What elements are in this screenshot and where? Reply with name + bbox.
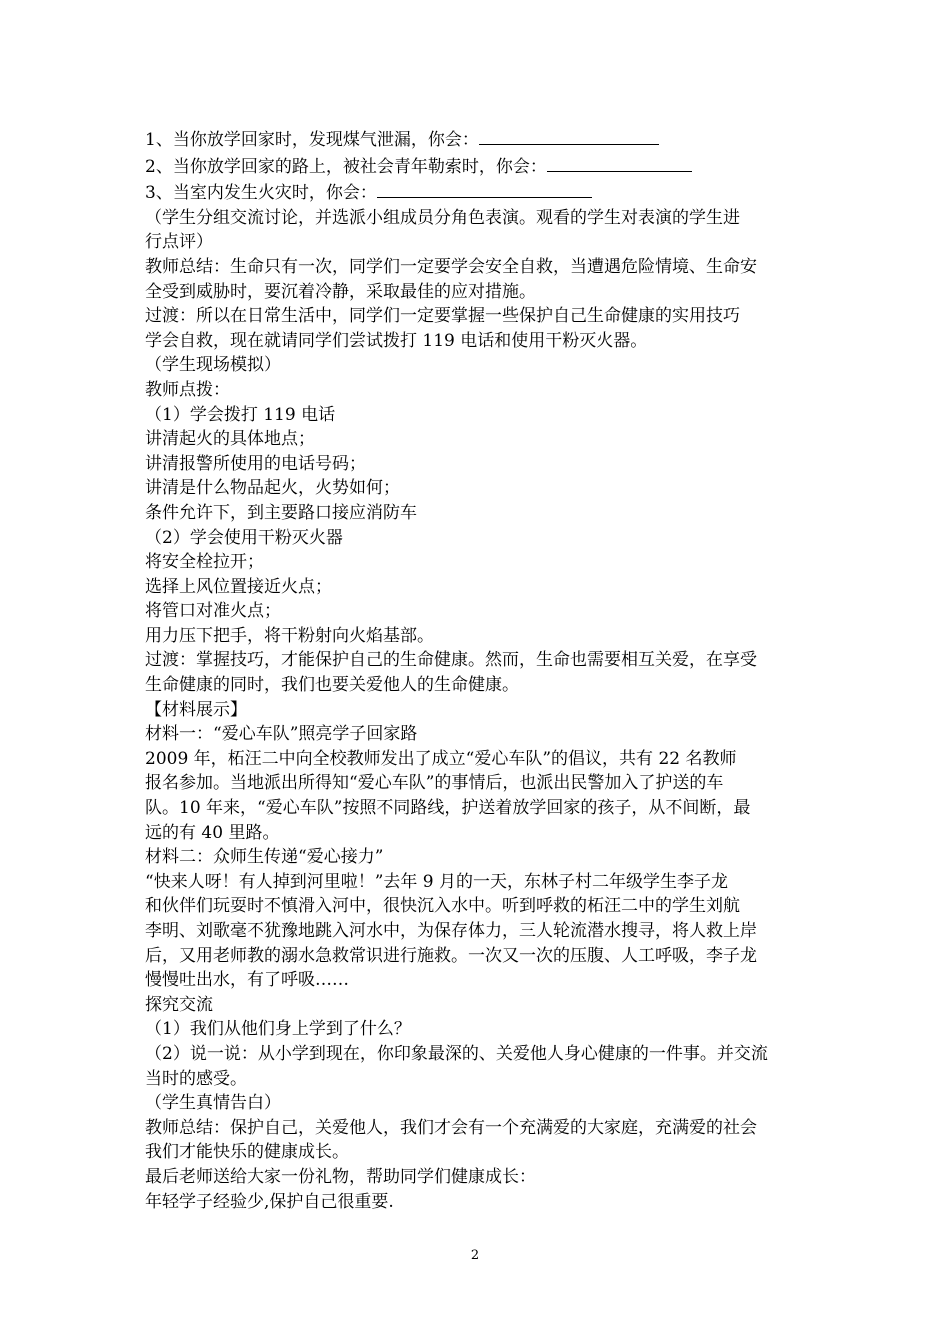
text-line: 后，又用老师教的溺水急救常识进行施救。一次又一次的压腹、人工呼吸，李子龙 <box>145 945 757 966</box>
text-line: 全受到威胁时，要沉着冷静，采取最佳的应对措施。 <box>145 281 536 302</box>
text-line: 我们才能快乐的健康成长。 <box>145 1142 349 1163</box>
text-line: （1）我们从他们身上学到了什么？ <box>145 1019 411 1040</box>
text-line: 将安全栓拉开； <box>145 552 264 573</box>
text-line: 【材料展示】 <box>145 699 247 720</box>
page-number: 2 <box>470 1248 480 1263</box>
text-line: 队。10 年来，“爱心车队”按照不同路线，护送着放学回家的孩子，从不间断，最 <box>145 798 751 819</box>
text-line: 生命健康的同时，我们也要关爱他人的生命健康。 <box>145 675 519 696</box>
question-1: 1、当你放学回家时，发现煤气泄漏，你会： <box>145 126 810 153</box>
text-line: 过渡：所以在日常生活中，同学们一定要掌握一些保护自己生命健康的实用技巧 <box>145 306 740 327</box>
text-line: “快来人呀！有人掉到河里啦！”去年 9 月的一天，东林子村二年级学生李子龙 <box>145 871 729 892</box>
text-line: 教师点拨： <box>145 379 230 400</box>
answer-blank-2[interactable] <box>547 153 692 172</box>
question-2: 2、当你放学回家的路上，被社会青年勒索时，你会： <box>145 153 810 180</box>
text-line: 探究交流 <box>145 994 213 1015</box>
text-line: 条件允许下，到主要路口接应消防车 <box>145 502 417 523</box>
text-line: 当时的感受。 <box>145 1068 247 1089</box>
text-line: （2）学会使用干粉灭火器 <box>145 527 343 548</box>
text-line: 学会自救，现在就请同学们尝试拨打 119 电话和使用干粉灭火器。 <box>145 330 648 351</box>
text-line: （2）说一说：从小学到现在，你印象最深的、关爱他人身心健康的一件事。并交流 <box>145 1043 768 1064</box>
text-line: （1）学会拨打 119 电话 <box>145 404 336 425</box>
question-3: 3、当室内发生火灾时，你会： <box>145 179 810 206</box>
text-line: 慢慢吐出水，有了呼吸…… <box>145 970 349 991</box>
text-line: 年轻学子经验少,保护自己很重要. <box>145 1191 394 1212</box>
text-line: 用力压下把手，将干粉射向火焰基部。 <box>145 625 434 646</box>
text-line: （学生真情告白） <box>145 1093 281 1114</box>
text-line: 和伙伴们玩耍时不慎滑入河中，很快沉入水中。听到呼救的柘汪二中的学生刘航 <box>145 896 740 917</box>
text-line: 教师总结：生命只有一次，同学们一定要学会安全自救，当遭遇危险情境、生命安 <box>145 256 757 277</box>
text-line: 2009 年，柘汪二中向全校教师发出了成立“爱心车队”的倡议，共有 22 名教师 <box>145 748 737 769</box>
text-lines <box>145 206 810 1214</box>
text-line: 讲清是什么物品起火，火势如何； <box>145 478 400 499</box>
text-line: 材料二：众师生传递“爱心接力” <box>145 847 384 868</box>
text-line: 材料一：“爱心车队”照亮学子回家路 <box>145 724 418 745</box>
text-line: 李明、刘歌毫不犹豫地跳入河水中，为保存体力，三人轮流潜水搜寻，将人救上岸 <box>145 921 757 941</box>
answer-blank-1[interactable] <box>479 126 659 145</box>
text-line: 报名参加。当地派出所得知“爱心车队”的事情后，也派出民警加入了护送的车 <box>145 773 724 794</box>
text-line: 讲清起火的具体地点； <box>145 429 315 450</box>
text-line: 过渡：掌握技巧，才能保护自己的生命健康。然而，生命也需要相互关爱，在享受 <box>145 650 757 671</box>
answer-blank-3[interactable] <box>377 179 592 198</box>
text-line: 讲清报警所使用的电话号码； <box>145 453 366 474</box>
text-line: （学生分组交流讨论，并选派小组成员分角色表演。观看的学生对表演的学生进 <box>145 207 740 228</box>
text-line: 将管口对准火点； <box>145 601 281 622</box>
text-line: （学生现场模拟） <box>145 355 281 376</box>
text-line: 最后老师送给大家一份礼物，帮助同学们健康成长： <box>145 1166 536 1187</box>
text-line: 远的有 40 里路。 <box>145 822 280 843</box>
document-body <box>145 126 810 1214</box>
text-line: 教师总结：保护自己，关爱他人，我们才会有一个充满爱的大家庭，充满爱的社会 <box>145 1117 757 1138</box>
text-line: 选择上风位置接近火点； <box>145 576 332 597</box>
text-line: 行点评） <box>145 232 213 253</box>
